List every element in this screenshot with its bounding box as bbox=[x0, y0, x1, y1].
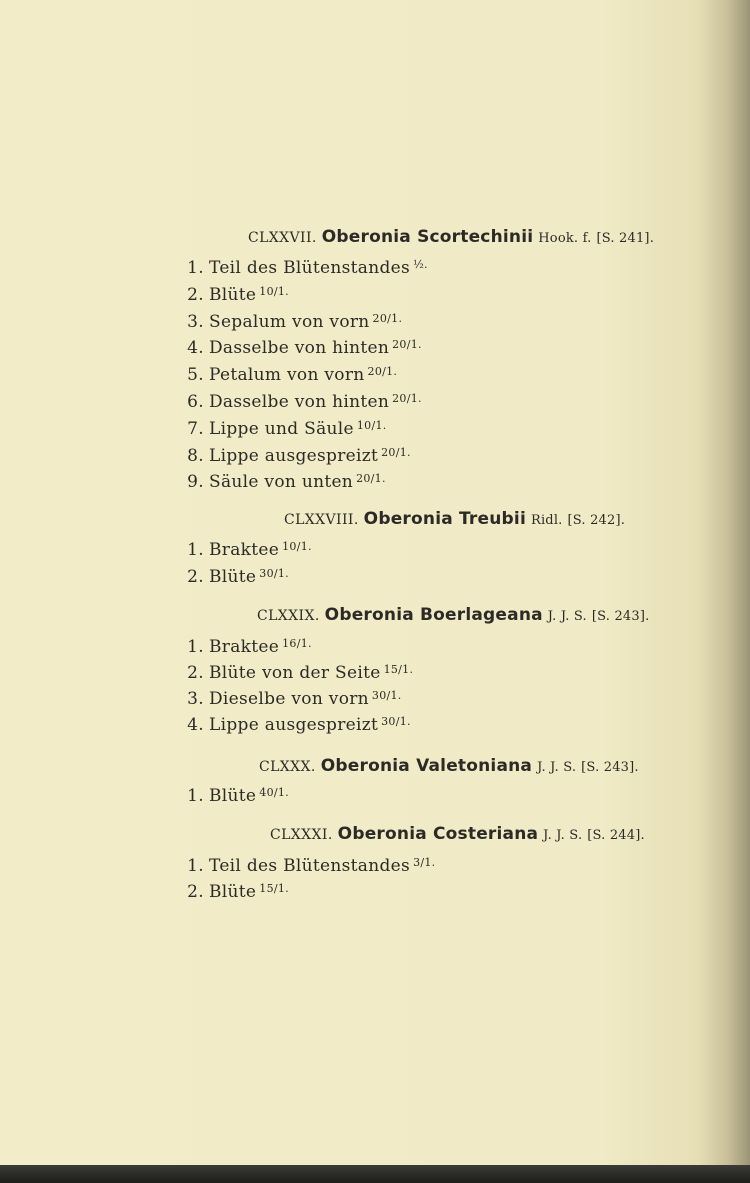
item-number: 7. bbox=[187, 419, 204, 439]
item-number: 5. bbox=[187, 365, 204, 385]
species-author: J. J. S. bbox=[547, 609, 587, 624]
item-scale: 20/1. bbox=[372, 312, 403, 325]
item-text: Braktee bbox=[209, 540, 280, 560]
item-number: 1. bbox=[187, 540, 204, 560]
item-scale: 20/1. bbox=[367, 365, 398, 378]
item-text: Blüte bbox=[209, 285, 257, 305]
item-number: 1. bbox=[187, 856, 204, 876]
item-number: 2. bbox=[187, 882, 204, 902]
item-text: Lippe und Säule bbox=[209, 419, 354, 439]
list-item bbox=[178, 540, 312, 560]
item-scale: 10/1. bbox=[356, 419, 387, 432]
list-item bbox=[178, 419, 387, 439]
item-number: 9. bbox=[187, 472, 204, 492]
section-number: CLXXVIII. bbox=[284, 512, 359, 528]
item-text: Dasselbe von hinten bbox=[209, 338, 390, 358]
item-text: Sepalum von vorn bbox=[209, 312, 370, 332]
species-author: J. J. S. bbox=[543, 828, 583, 843]
section-heading bbox=[259, 756, 639, 776]
section-heading bbox=[270, 824, 645, 844]
item-number: 1. bbox=[187, 637, 204, 657]
item-scale: 10/1. bbox=[282, 540, 312, 553]
item-text: Dieselbe von vorn bbox=[209, 689, 369, 709]
section-number: CLXXIX. bbox=[257, 608, 320, 624]
item-text: Blüte bbox=[209, 786, 257, 806]
list-item bbox=[178, 446, 411, 466]
page-reference: [S. 243]. bbox=[581, 760, 639, 775]
item-scale: 16/1. bbox=[282, 637, 312, 650]
item-number: 4. bbox=[187, 338, 204, 358]
item-number: 3. bbox=[187, 689, 204, 709]
species-author: Hook. f. bbox=[538, 231, 592, 246]
list-item bbox=[178, 392, 422, 412]
list-item bbox=[178, 786, 289, 806]
item-text: Lippe ausgespreizt bbox=[209, 715, 379, 735]
item-number: 1. bbox=[187, 258, 204, 278]
species-name: Oberonia Boerlageana bbox=[324, 605, 543, 625]
section-heading bbox=[248, 227, 654, 247]
item-scale: 30/1. bbox=[371, 689, 402, 702]
item-number: 2. bbox=[187, 663, 204, 683]
list-item bbox=[178, 856, 435, 876]
item-scale: 20/1. bbox=[356, 472, 386, 485]
item-scale: 15/1. bbox=[259, 882, 289, 895]
item-number: 1. bbox=[187, 786, 204, 806]
list-item bbox=[178, 567, 289, 587]
list-item bbox=[178, 637, 312, 657]
item-scale: 20/1. bbox=[381, 446, 411, 459]
scan-edge bbox=[0, 1165, 750, 1183]
item-text: Blüte bbox=[209, 882, 257, 902]
species-name: Oberonia Valetoniana bbox=[320, 756, 533, 776]
list-item bbox=[178, 663, 413, 683]
list-item bbox=[178, 285, 289, 305]
item-number: 8. bbox=[187, 446, 204, 466]
section-number: CLXXXI. bbox=[270, 827, 333, 843]
item-text: Dasselbe von hinten bbox=[209, 392, 390, 412]
species-author: Ridl. bbox=[530, 513, 563, 528]
species-author: J. J. S. bbox=[537, 760, 577, 775]
item-scale: 30/1. bbox=[259, 567, 289, 580]
item-text: Säule von unten bbox=[209, 472, 354, 492]
item-scale: 10/1. bbox=[259, 285, 289, 298]
list-item bbox=[178, 472, 386, 492]
item-number: 2. bbox=[187, 567, 204, 587]
section-heading bbox=[257, 605, 649, 625]
section-number: CLXXX. bbox=[259, 759, 316, 775]
item-scale: 15/1. bbox=[383, 663, 414, 676]
item-text: Blüte von der Seite bbox=[209, 663, 381, 683]
page-reference: [S. 242]. bbox=[567, 513, 626, 528]
list-item bbox=[178, 338, 422, 358]
species-name: Oberonia Scortechinii bbox=[321, 227, 534, 247]
page-reference: [S. 241]. bbox=[596, 231, 655, 246]
section-heading bbox=[284, 509, 625, 529]
section-number: CLXXVII. bbox=[248, 230, 317, 246]
list-item bbox=[178, 258, 428, 278]
item-number: 2. bbox=[187, 285, 204, 305]
item-number: 4. bbox=[187, 715, 204, 735]
page-reference: [S. 243]. bbox=[591, 609, 650, 624]
item-scale: 30/1. bbox=[381, 715, 411, 728]
list-item bbox=[178, 312, 402, 332]
item-number: 6. bbox=[187, 392, 204, 412]
item-scale: 40/1. bbox=[259, 786, 289, 799]
item-scale: 20/1. bbox=[392, 392, 422, 405]
item-text: Teil des Blütenstandes bbox=[209, 258, 411, 278]
list-item bbox=[178, 689, 402, 709]
item-text: Petalum von vorn bbox=[209, 365, 365, 385]
species-name: Oberonia Treubii bbox=[363, 509, 526, 529]
page-reference: [S. 244]. bbox=[587, 828, 645, 843]
item-text: Lippe ausgespreizt bbox=[209, 446, 379, 466]
list-item bbox=[178, 365, 397, 385]
item-scale: 20/1. bbox=[392, 338, 422, 351]
item-text: Blüte bbox=[209, 567, 257, 587]
item-text: Teil des Blütenstandes bbox=[209, 856, 411, 876]
item-text: Braktee bbox=[209, 637, 280, 657]
item-scale: 3/1. bbox=[413, 856, 436, 869]
item-scale: ½. bbox=[413, 258, 428, 271]
list-item bbox=[178, 715, 411, 735]
item-number: 3. bbox=[187, 312, 204, 332]
list-item bbox=[178, 882, 289, 902]
species-name: Oberonia Costeriana bbox=[337, 824, 539, 844]
